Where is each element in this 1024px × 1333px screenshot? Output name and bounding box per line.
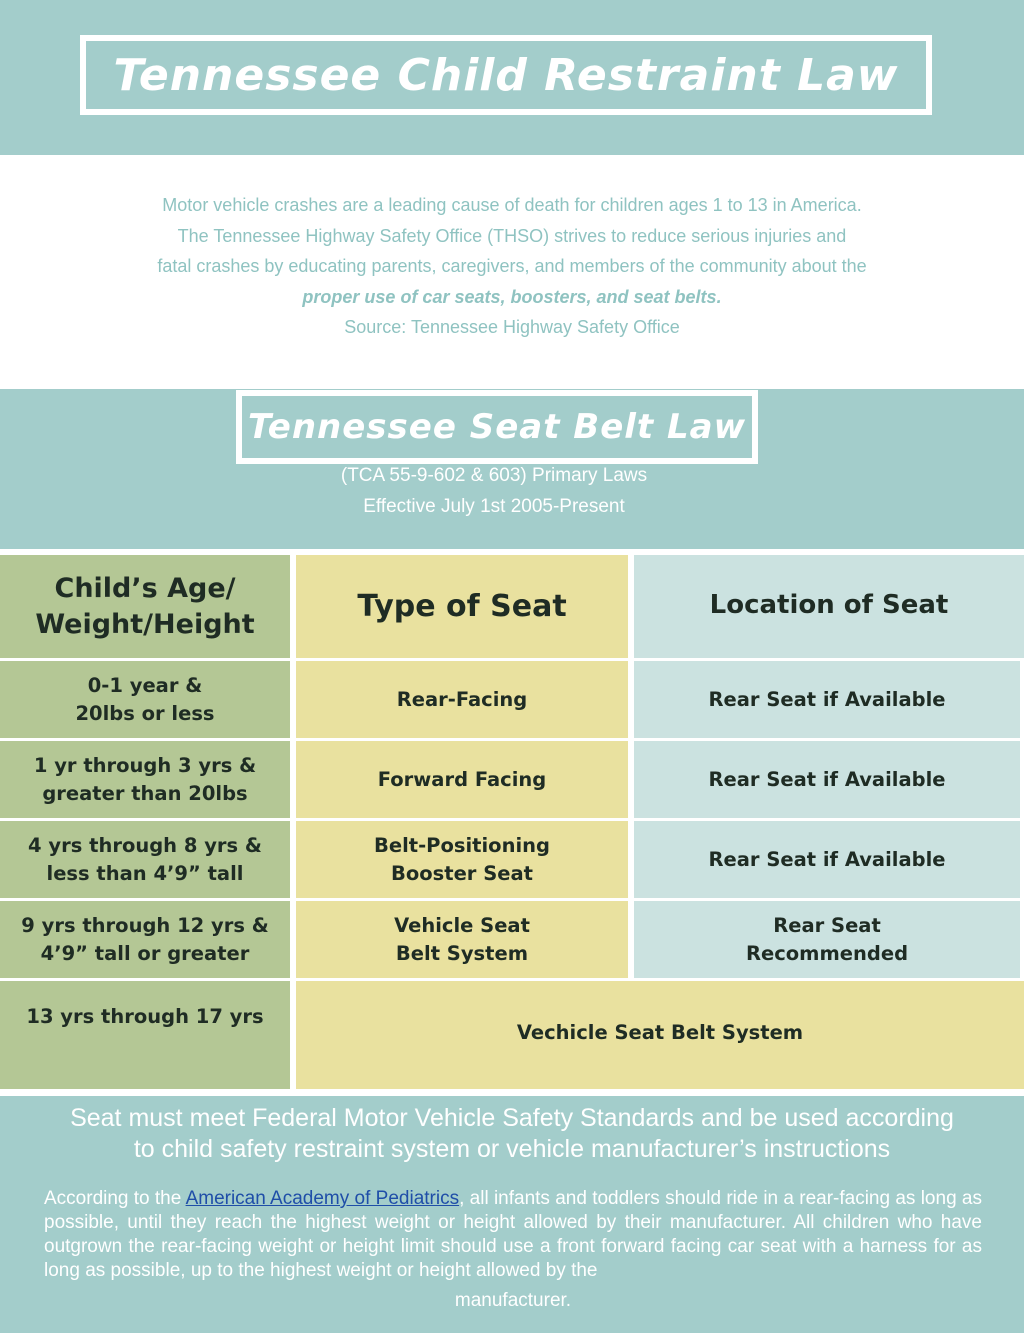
table-row-5-age: [0, 981, 290, 1089]
aap-body: , all infants and toddlers should ride in a rear-facing as long as possible, until they reach the highest weight or height allowed by their manufacturer. All children who have outgrown the rear-facing weight or height limit should use a front forward facing car seat with a harness for as long as possible, up to the highest weight or height allowed by the: [44, 1188, 982, 1281]
header-seat-type-label: Type of Seat: [357, 588, 567, 624]
row-3-seat-line-1: Belt-Positioning: [374, 833, 550, 857]
table-row-2-age: [0, 741, 290, 818]
row-4-age-line-1: 9 yrs through 12 yrs &: [21, 913, 269, 937]
page-title: Tennessee Child Restraint Law: [113, 49, 899, 101]
table-row-1-age: [0, 661, 290, 738]
table-row-3-seat: [296, 821, 628, 898]
row-1-location-label: Rear Seat if Available: [708, 687, 946, 711]
table-row-2-seat: [296, 741, 628, 818]
row-4-age-line-2: 4’9” tall or greater: [40, 941, 250, 965]
aap-prefix: According to the: [44, 1188, 186, 1209]
row-4-location-line-2: Recommended: [745, 941, 909, 965]
seat-belt-law-title: Tennessee Seat Belt Law: [247, 407, 747, 447]
intro-line-2: The Tennessee Highway Safety Office (THSO) strives to reduce serious injuries and: [177, 225, 847, 246]
table-row-4-location: [634, 901, 1020, 978]
title-frame: [80, 35, 932, 115]
aap-link[interactable]: American Academy of Pediatrics: [185, 1188, 460, 1209]
row-3-location-label: Rear Seat if Available: [708, 847, 946, 871]
row-1-age-line-1: 0-1 year &: [87, 673, 203, 697]
law-citation: (TCA 55-9-602 & 603) Primary Laws: [340, 465, 648, 486]
header-location: [634, 555, 1024, 658]
row-3-age-line-2: less than 4’9” tall: [46, 861, 244, 885]
row-4-seat-line-2: Belt System: [395, 941, 529, 965]
row-1-seat-label: Rear-Facing: [396, 687, 528, 711]
table-row-4-seat: [296, 901, 628, 978]
intro-line-3: fatal crashes by educating parents, caregivers, and members of the community about the: [157, 256, 867, 276]
table-row-3-location: [634, 821, 1020, 898]
table-row-4-age: [0, 901, 290, 978]
table-row-1-seat: [296, 661, 628, 738]
row-3-seat-line-2: Booster Seat: [391, 861, 533, 885]
row-4-location-line-1: Rear Seat: [773, 913, 881, 937]
row-1-age-line-2: 20lbs or less: [75, 701, 215, 725]
row-2-age-line-1: 1 yr through 3 yrs &: [33, 753, 257, 777]
header-age-label: Child’s Age/ Weight/Height: [35, 572, 255, 640]
row-2-age-line-2: greater than 20lbs: [42, 781, 248, 805]
intro-line-1: Motor vehicle crashes are a leading cause of death for children ages 1 to 13 in America.: [162, 195, 862, 215]
header-age: [0, 555, 290, 658]
header-location-label: Location of Seat: [709, 590, 949, 620]
table-row-2-location: [634, 741, 1020, 818]
row-5-seat-label: Vechicle Seat Belt System: [516, 1021, 804, 1044]
intro-paragraph: [100, 190, 924, 343]
seat-belt-law-frame: [236, 390, 758, 464]
row-2-location-label: Rear Seat if Available: [708, 767, 946, 791]
aap-recommendation: [44, 1187, 982, 1313]
aap-last-word: manufacturer.: [454, 1290, 572, 1311]
restraint-table: [0, 549, 1024, 1096]
intro-emphasis: proper use of car seats, boosters, and seat belts.: [302, 286, 722, 307]
standards-notice: [30, 1103, 994, 1165]
row-2-seat-label: Forward Facing: [377, 767, 547, 791]
standards-line-1: Seat must meet Federal Motor Vehicle Safety Standards and be used according: [70, 1104, 954, 1132]
row-3-age-line-1: 4 yrs through 8 yrs &: [28, 833, 262, 857]
table-row-5-seat: [296, 981, 1024, 1089]
header-seat-type: [296, 555, 628, 658]
table-row-3-age: [0, 821, 290, 898]
row-5-age-label: 13 yrs through 17 yrs: [26, 1005, 264, 1028]
intro-source: Source: Tennessee Highway Safety Office: [344, 317, 680, 337]
law-effective-date: Effective July 1st 2005-Present: [363, 496, 625, 517]
table-row-1-location: [634, 661, 1020, 738]
standards-line-2: to child safety restraint system or vehicle manufacturer’s instructions: [133, 1135, 891, 1163]
row-4-seat-line-1: Vehicle Seat: [394, 913, 530, 937]
